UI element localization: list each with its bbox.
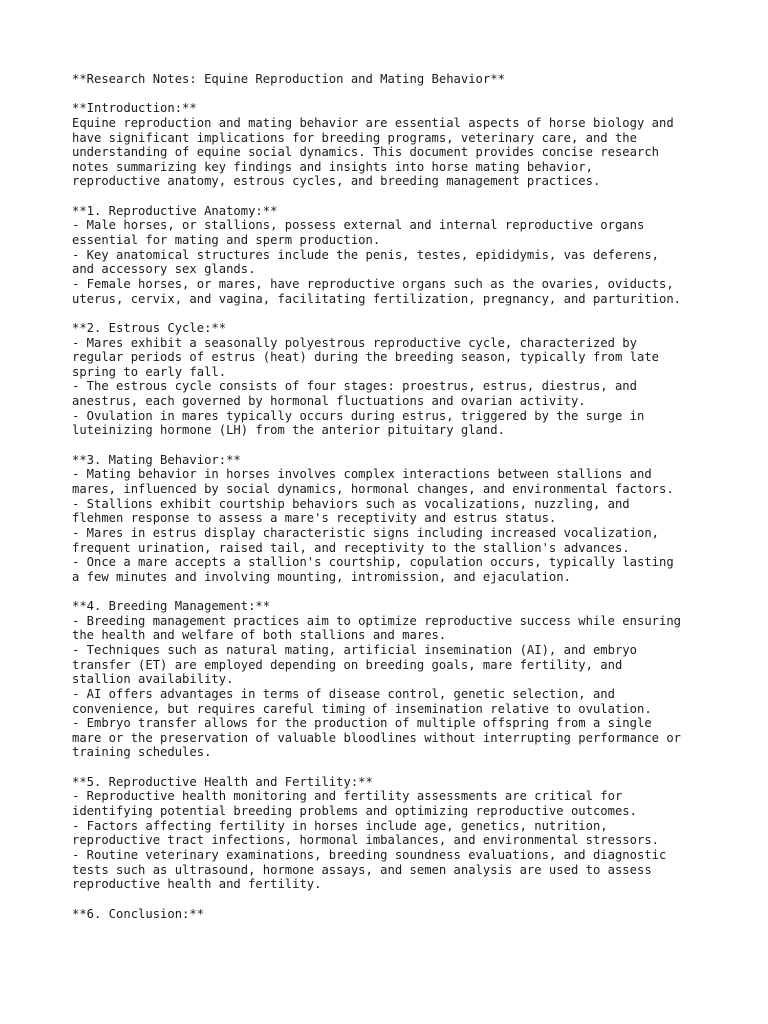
paragraph-line: notes summarizing key findings and insights into horse mating behavior, <box>72 159 593 174</box>
spacer <box>72 87 712 102</box>
spacer <box>72 584 712 599</box>
paragraph-line: reproductive anatomy, estrous cycles, and breeding management practices. <box>72 174 601 189</box>
section-introduction <box>72 101 712 189</box>
paragraph-line: - Breeding management practices aim to optimize reproductive success while ensuring <box>72 613 682 628</box>
paragraph-line: - Stallions exhibit courtship behaviors such as vocalizations, nuzzling, and <box>72 496 630 511</box>
paragraph-line: regular periods of estrus (heat) during the breeding season, typically from late <box>72 350 659 365</box>
paragraph-line: spring to early fall. <box>72 364 227 379</box>
paragraph-line: identifying potential breeding problems and optimizing reproductive outcomes. <box>72 804 637 819</box>
section-reproductive-health <box>72 775 712 892</box>
section-estrous-cycle <box>72 321 712 438</box>
paragraph-line: mares, influenced by social dynamics, hormonal changes, and environmental factors. <box>72 481 674 496</box>
paragraph-line: a few minutes and involving mounting, intromission, and ejaculation. <box>72 569 571 584</box>
paragraph-line: mare or the preservation of valuable bloodlines without interrupting performance or <box>72 730 682 745</box>
paragraph-line: anestrus, each governed by hormonal fluctuations and ovarian activity. <box>72 394 586 409</box>
paragraph-line: - Mares exhibit a seasonally polyestrous reproductive cycle, characterized by <box>72 335 637 350</box>
section-heading: **2. Estrous Cycle:** <box>72 320 227 335</box>
paragraph-line: Equine reproduction and mating behavior are essential aspects of horse biology and <box>72 115 674 130</box>
paragraph-line: - Embryo transfer allows for the production of multiple offspring from a single <box>72 716 652 731</box>
spacer <box>72 892 712 907</box>
paragraph-line: have significant implications for breeding programs, veterinary care, and the <box>72 130 637 145</box>
paragraph-line: - Female horses, or mares, have reproductive organs such as the ovaries, oviducts, <box>72 276 674 291</box>
paragraph-line: - Reproductive health monitoring and fertility assessments are critical for <box>72 789 623 804</box>
paragraph-line: - Mares in estrus display characteristic signs including increased vocalization, <box>72 525 659 540</box>
paragraph-line: the health and welfare of both stallions and mares. <box>72 628 447 643</box>
paragraph-line: tests such as ultrasound, hormone assays, and semen analysis are used to assess <box>72 862 652 877</box>
document-page <box>72 72 712 921</box>
section-heading: **Introduction:** <box>72 101 197 116</box>
paragraph-line: convenience, but requires careful timing of insemination relative to ovulation. <box>72 701 652 716</box>
paragraph-line: flehmen response to assess a mare's receptivity and estrus status. <box>72 511 557 526</box>
document-title: **Research Notes: Equine Reproduction and Mating Behavior** <box>72 72 505 86</box>
paragraph-line: stallion availability. <box>72 672 234 687</box>
section-heading: **5. Reproductive Health and Fertility:** <box>72 774 373 789</box>
paragraph-line: essential for mating and sperm production. <box>72 233 381 248</box>
paragraph-line: - Once a mare accepts a stallion's courtship, copulation occurs, typically lasting <box>72 555 674 570</box>
paragraph-line: - Routine veterinary examinations, breeding soundness evaluations, and diagnostic <box>72 847 667 862</box>
paragraph-line: reproductive tract infections, hormonal imbalances, and environmental stressors. <box>72 833 659 848</box>
paragraph-line: and accessory sex glands. <box>72 262 256 277</box>
section-heading: **3. Mating Behavior:** <box>72 452 241 467</box>
paragraph-line: reproductive health and fertility. <box>72 877 322 892</box>
paragraph-line: understanding of equine social dynamics. This document provides concise research <box>72 145 659 160</box>
spacer <box>72 760 712 775</box>
paragraph-line: luteinizing hormone (LH) from the anterior pituitary gland. <box>72 423 505 438</box>
paragraph-line: - The estrous cycle consists of four stages: proestrus, estrus, diestrus, and <box>72 379 637 394</box>
paragraph-line: - Ovulation in mares typically occurs during estrus, triggered by the surge in <box>72 408 645 423</box>
section-conclusion <box>72 907 712 922</box>
paragraph-line: - Techniques such as natural mating, artificial insemination (AI), and embryo <box>72 642 637 657</box>
section-breeding-management <box>72 599 712 760</box>
paragraph-line: uterus, cervix, and vagina, facilitating fertilization, pregnancy, and parturition. <box>72 291 682 306</box>
spacer <box>72 306 712 321</box>
section-heading: **4. Breeding Management:** <box>72 599 271 614</box>
section-heading: **6. Conclusion:** <box>72 906 205 921</box>
paragraph-line: - AI offers advantages in terms of disease control, genetic selection, and <box>72 686 615 701</box>
section-mating-behavior <box>72 453 712 585</box>
paragraph-line: - Mating behavior in horses involves complex interactions between stallions and <box>72 467 652 482</box>
paragraph-line: training schedules. <box>72 745 212 760</box>
paragraph-line: - Male horses, or stallions, possess external and internal reproductive organs <box>72 218 645 233</box>
spacer <box>72 438 712 453</box>
paragraph-line: - Key anatomical structures include the penis, testes, epididymis, vas deferens, <box>72 247 659 262</box>
paragraph-line: transfer (ET) are employed depending on breeding goals, mare fertility, and <box>72 657 623 672</box>
paragraph-line: - Factors affecting fertility in horses include age, genetics, nutrition, <box>72 818 608 833</box>
section-heading: **1. Reproductive Anatomy:** <box>72 203 278 218</box>
section-reproductive-anatomy <box>72 204 712 306</box>
paragraph-line: frequent urination, raised tail, and receptivity to the stallion's advances. <box>72 540 630 555</box>
spacer <box>72 189 712 204</box>
